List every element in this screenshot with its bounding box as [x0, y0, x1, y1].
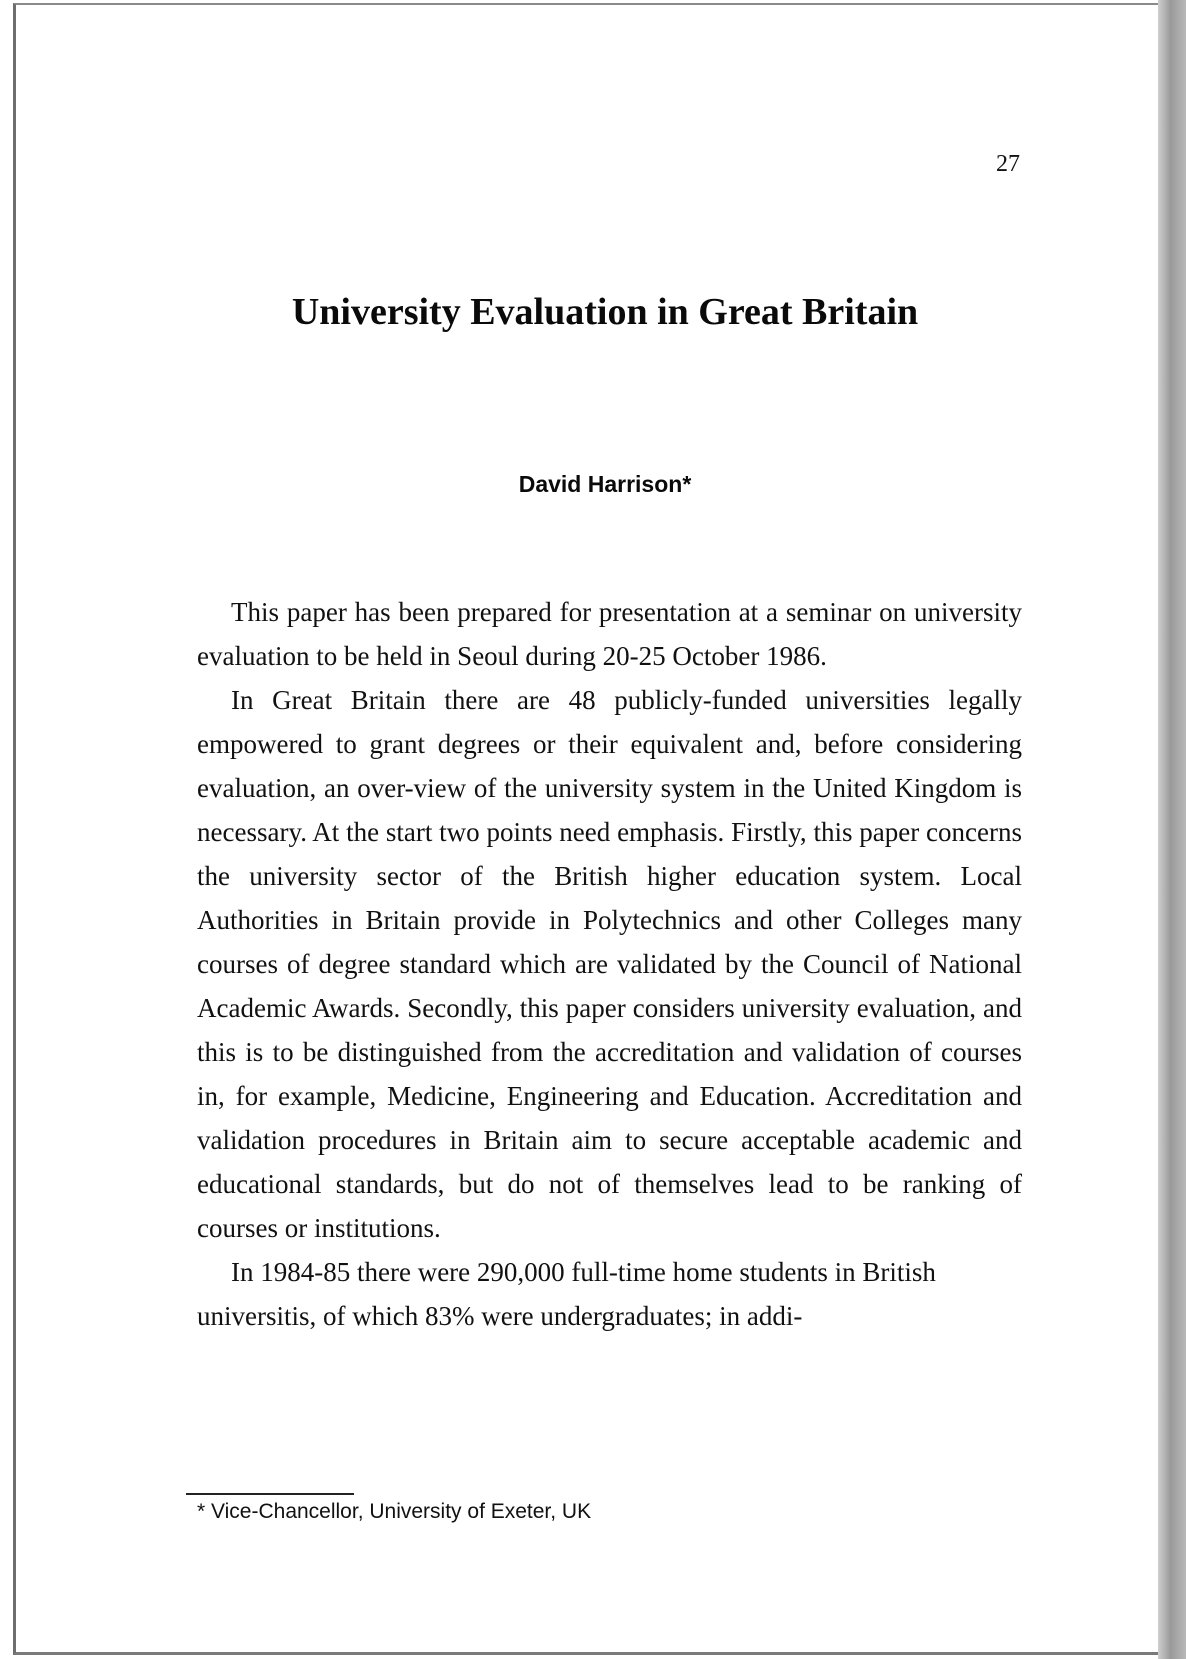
page-edge-shadow: [1158, 0, 1186, 1659]
footnote-divider: [186, 1493, 354, 1495]
footnote: * Vice-Chancellor, University of Exeter, UK: [197, 1500, 592, 1523]
paragraph: In 1984-85 there were 290,000 full-time home students in British universitis, of which 83% were undergraduates; in addi-: [197, 1257, 936, 1331]
page-number: 27: [996, 151, 1020, 177]
document-title: University Evaluation in Great Britain: [291, 291, 919, 333]
body-text: [197, 590, 1022, 1338]
paragraph: In Great Britain there are 48 publicly-funded universities legally empowered to grant degrees or their equivalent and, before considering evaluation, an over-view of the university system in the United Kingdom is necessary. At the start two points need emphasis. Firstly, this paper concerns the university sector of the British higher education system. Local Authorities in Britain provide in Polytechnics and other Colleges many courses of degree standard which are validated by the Council of National Academic Awards. Secondly, this paper considers university evaluation, and this is to be distinguished from the accreditation and validation of courses in, for example, Medicine, Engineering and Education. Accreditation and validation procedures in Britain aim to secure acceptable academic and educational standards, but do not of themselves lead to be ranking of courses or institutions.: [197, 685, 1022, 1243]
author-name: David Harrison*: [518, 471, 692, 497]
paragraph: This paper has been prepared for presentation at a seminar on university evaluation to be held in Seoul during 20-25 October 1986.: [197, 597, 1022, 671]
